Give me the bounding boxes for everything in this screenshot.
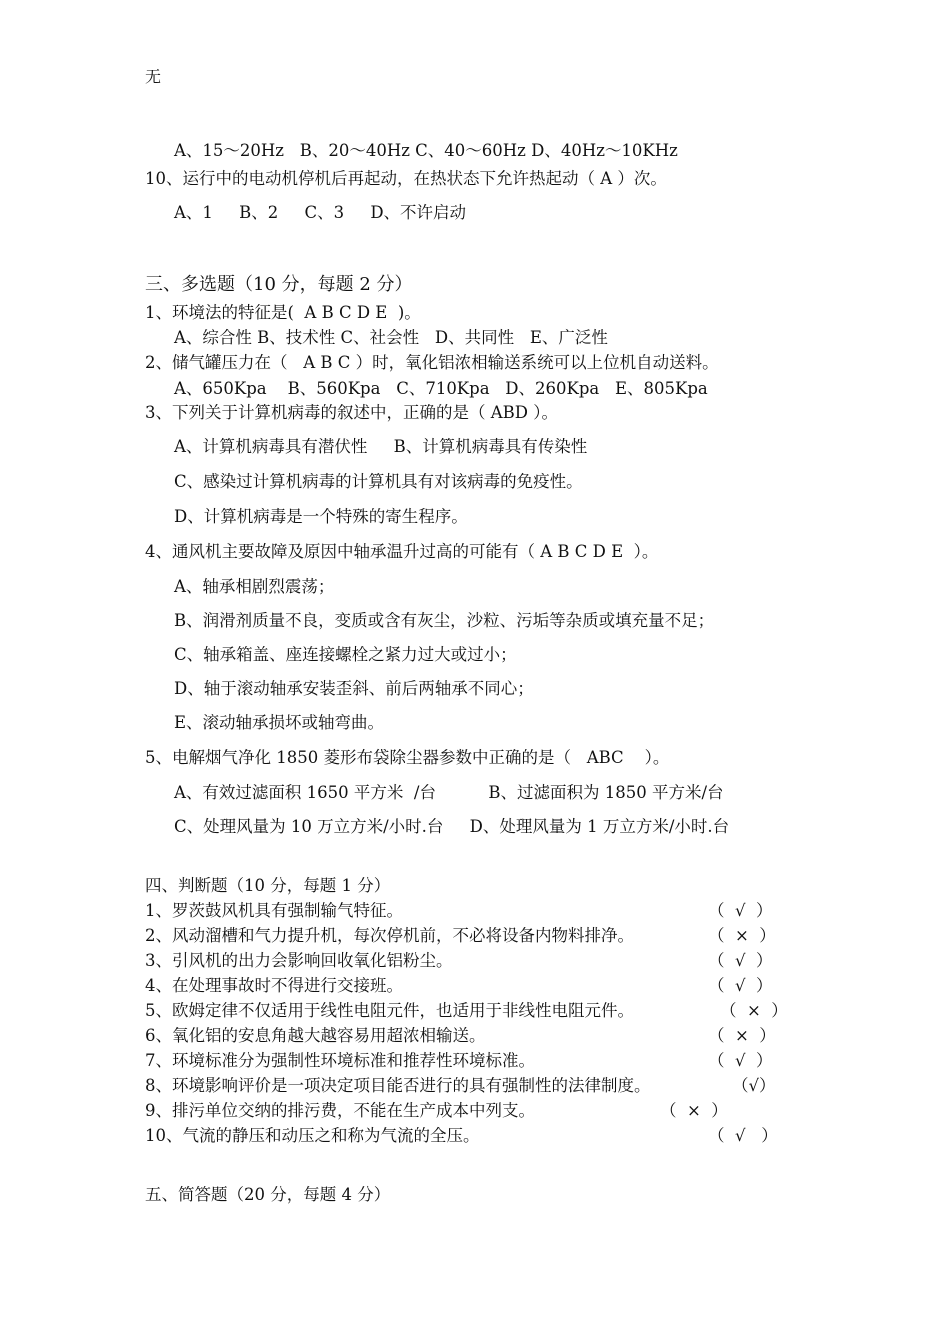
s4-item-10-mark: （ √ ） [708,1126,778,1145]
q9-options: A、15～20Hz B、20～40Hz C、40～60Hz D、40Hz～10KHz [174,141,678,160]
section3-title: 三、多选题（10 分，每题 2 分） [145,274,413,295]
s3-q4-option-b: B、润滑剂质量不良，变质或含有灰尘，沙粒、污垢等杂质或填充量不足； [174,611,715,630]
section4-title: 四、判断题（10 分，每题 1 分） [145,876,391,895]
s3-q4-option-a: A、轴承相剧烈震荡； [174,577,335,596]
s3-q5-option-cd: C、处理风量为 10 万立方米/小时.台 D、处理风量为 1 万立方米/小时.台 [174,817,730,836]
s3-q1-options: A、综合性 B、技术性 C、社会性 D、共同性 E、广泛性 [174,328,608,347]
s3-q4-option-d: D、轴于滚动轴承安装歪斜、前后两轴承不同心； [174,679,534,698]
s3-q2: 2、储气罐压力在（ A B C ）时，氧化铝浓相输送系统可以上位机自动送料。 [145,353,719,372]
page-header: 无 [145,67,162,86]
q10-options: A、1 B、2 C、3 D、不许启动 [174,203,467,222]
s4-item-4-mark: （ √ ） [708,976,773,995]
s4-item-8-mark: （√） [732,1076,776,1095]
s4-item-4: 4、在处理事故时不得进行交接班。 [145,976,403,995]
s4-item-6-mark: （ × ） [708,1026,776,1045]
s4-item-3: 3、引风机的出力会影响回收氧化铝粉尘。 [145,951,453,970]
s4-item-1-mark: （ √ ） [708,901,773,920]
section5-title: 五、简答题（20 分，每题 4 分） [145,1185,391,1204]
s4-item-7-mark: （ √ ） [708,1051,773,1070]
s4-item-6: 6、氧化铝的安息角越大越容易用超浓相输送。 [145,1026,486,1045]
s3-q5-option-ab: A、有效过滤面积 1650 平方米 /台 B、过滤面积为 1850 平方米/台 [174,783,724,802]
s3-q3-option-c: C、感染过计算机病毒的计算机具有对该病毒的免疫性。 [174,472,583,491]
s3-q5: 5、电解烟气净化 1850 菱形布袋除尘器参数中正确的是（ ABC ）。 [145,748,670,767]
s3-q3-option-d: D、计算机病毒是一个特殊的寄生程序。 [174,507,468,526]
s4-item-5: 5、欧姆定律不仅适用于线性电阻元件，也适用于非线性电阻元件。 [145,1001,634,1020]
s3-q3-option-ab: A、计算机病毒具有潜伏性 B、计算机病毒具有传染性 [174,437,588,456]
s3-q3: 3、下列关于计算机病毒的叙述中，正确的是（ ABD ）。 [145,403,559,422]
s4-item-3-mark: （ √ ） [708,951,773,970]
s4-item-9: 9、排污单位交纳的排污费，不能在生产成本中列支。 [145,1101,535,1120]
s3-q4-option-c: C、轴承箱盖、座连接螺栓之紧力过大或过小； [174,645,517,664]
s4-item-9-mark: （ × ） [660,1101,728,1120]
q10-question: 10、运行中的电动机停机后再起动，在热状态下允许热起动（ A ）次。 [145,169,667,188]
s3-q4: 4、通风机主要故障及原因中轴承温升过高的可能有（ A B C D E ）。 [145,542,659,561]
s4-item-2: 2、风动溜槽和气力提升机，每次停机前，不必将设备内物料排净。 [145,926,634,945]
s4-item-10: 10、气流的静压和动压之和称为气流的全压。 [145,1126,480,1145]
s4-item-5-mark: （ × ） [720,1001,788,1020]
s4-item-8: 8、环境影响评价是一项决定项目能否进行的具有强制性的法律制度。 [145,1076,651,1095]
s3-q4-option-e: E、滚动轴承损坏或轴弯曲。 [174,713,385,732]
s3-q2-options: A、650Kpa B、560Kpa C、710Kpa D、260Kpa E、805Kpa [174,379,708,398]
s4-item-1: 1、罗茨鼓风机具有强制输气特征。 [145,901,403,920]
s4-item-2-mark: （ × ） [708,926,776,945]
s3-q1: 1、环境法的特征是( A B C D E )。 [145,303,421,322]
s4-item-7: 7、环境标准分为强制性环境标准和推荐性环境标准。 [145,1051,535,1070]
